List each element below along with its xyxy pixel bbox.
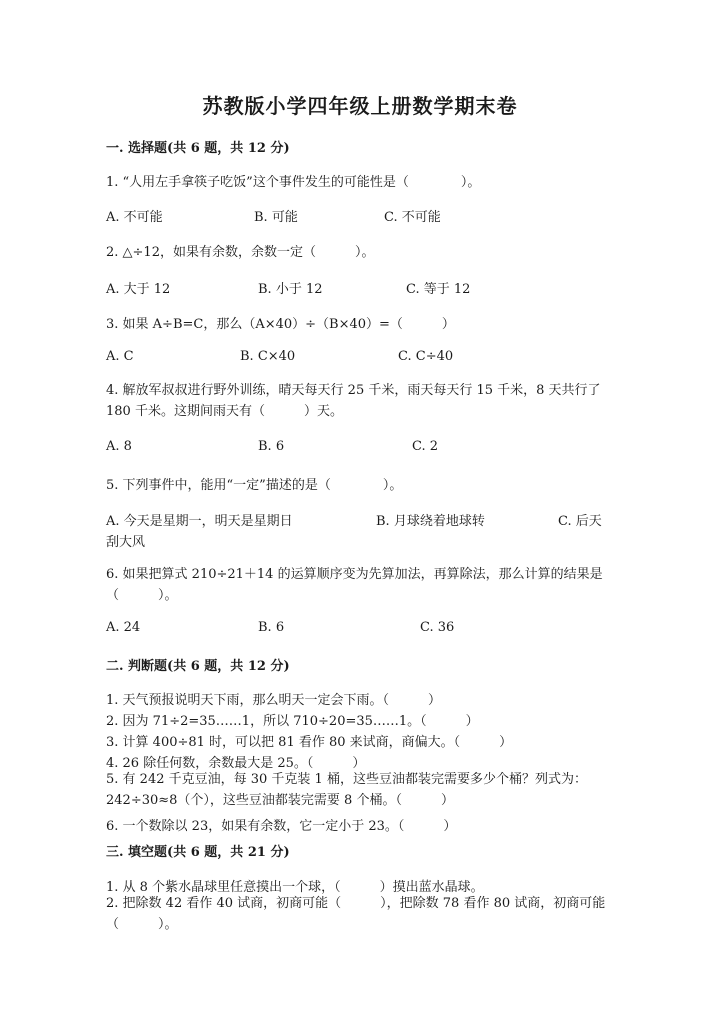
question-6: 6. 如果把算式 210÷21＋14 的运算顺序变为先算加法，再算除法，那么计算的结果是（ ）。 [106, 567, 603, 603]
question-5: 5. 下列事件中，能用“一定”描述的是（ ）。 [106, 478, 403, 493]
fill-item-1: 1. 从 8 个紫水晶球里任意摸出一个球，（ ）摸出蓝水晶球。 [106, 880, 484, 895]
question-4: 4. 解放军叔叔进行野外训练，晴天每天行 25 千米，雨天每天行 15 千米，8 天共行了 180 千米。这期间雨天有（ ）天。 [106, 383, 601, 419]
q6-option-a: A. 24 [106, 620, 141, 635]
section-heading-choice: 一. 选择题(共 6 题，共 12 分) [106, 141, 290, 156]
q3-option-c: C. C÷40 [398, 349, 454, 364]
page-title: 苏教版小学四年级上册数学期末卷 [202, 94, 518, 118]
q5-option-c-cont: 刮大风 [106, 535, 146, 550]
q5-option-c: C. 后天 [558, 514, 602, 529]
question-1: 1. “人用左手拿筷子吃饭”这个事件发生的可能性是（ ）。 [106, 175, 481, 190]
judge-item-2: 2. 因为 71÷2=35……1，所以 710÷20=35……1。（ ） [106, 714, 479, 729]
q3-option-a: A. C [106, 349, 134, 364]
judge-item-4: 4. 26 除任何数，余数最大是 25。（ ） [106, 756, 366, 771]
q1-option-c: C. 不可能 [384, 210, 441, 225]
q2-option-c: C. 等于 12 [406, 282, 471, 297]
q2-option-a: A. 大于 12 [106, 282, 171, 297]
q4-option-b: B. 6 [258, 439, 285, 454]
judge-item-6: 6. 一个数除以 23，如果有余数，它一定小于 23。（ ） [106, 819, 457, 834]
question-2: 2. △÷12，如果有余数，余数一定（ ）。 [106, 245, 375, 260]
q4-option-a: A. 8 [106, 439, 132, 454]
q2-option-b: B. 小于 12 [258, 282, 323, 297]
q1-option-b: B. 可能 [254, 210, 298, 225]
fill-item-2: 2. 把除数 42 看作 40 试商，初商可能（ ），把除数 78 看作 80 试商，初商可能（ ）。 [106, 896, 606, 932]
section-heading-judge: 二. 判断题(共 6 题，共 12 分) [106, 659, 290, 674]
q3-option-b: B. C×40 [240, 349, 296, 364]
question-3: 3. 如果 A÷B=C，那么（A×40）÷（B×40）=（ ） [106, 317, 455, 332]
q5-option-b: B. 月球绕着地球转 [376, 514, 485, 529]
judge-item-1: 1. 天气预报说明天下雨，那么明天一定会下雨。（ ） [106, 693, 442, 708]
q1-option-a: A. 不可能 [106, 210, 163, 225]
q4-option-c: C. 2 [412, 439, 439, 454]
q6-option-c: C. 36 [420, 620, 455, 635]
q6-option-b: B. 6 [258, 620, 285, 635]
judge-item-5: 5. 有 242 千克豆油，每 30 千克装 1 桶，这些豆油都装完需要多少个桶？列式为：242÷30≈8（个），这些豆油都装完需要 8 个桶。（ ） [106, 772, 587, 808]
section-heading-fill: 三. 填空题(共 6 题，共 21 分) [106, 845, 290, 860]
q5-option-a: A. 今天是星期一，明天是星期日 [106, 514, 293, 529]
judge-item-3: 3. 计算 400÷81 时，可以把 81 看作 80 来试商，商偏大。（ ） [106, 735, 513, 750]
